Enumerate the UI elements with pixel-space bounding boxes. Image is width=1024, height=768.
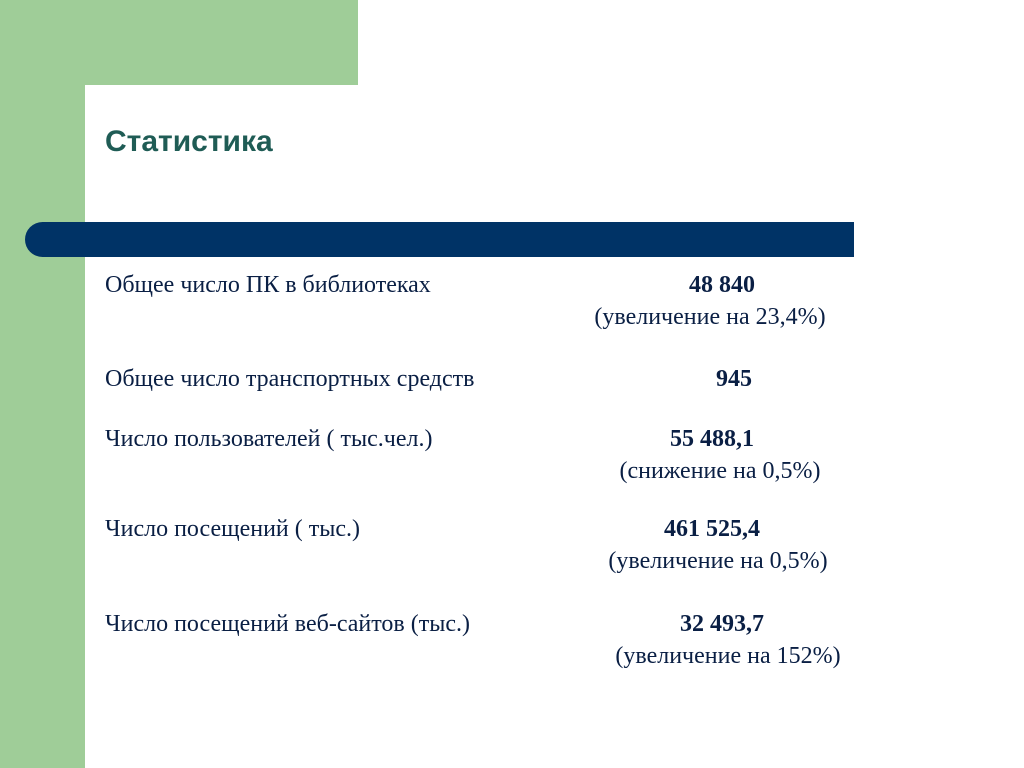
stat-change-web-visits: (увеличение на 152%) xyxy=(615,643,841,669)
stat-label-users: Число пользователей ( тыс.чел.) xyxy=(105,426,433,452)
stat-value-users: 55 488,1 xyxy=(670,426,754,452)
stat-label-visits: Число посещений ( тыс.) xyxy=(105,516,361,542)
stat-change-users: (снижение на 0,5%) xyxy=(619,458,821,484)
stat-value-vehicles: 945 xyxy=(716,366,752,392)
stat-label-web-visits: Число посещений веб-сайтов (тыс.) xyxy=(105,611,471,637)
stat-value-pc-count: 48 840 xyxy=(689,272,755,298)
stat-change-pc-count: (увеличение на 23,4%) xyxy=(594,304,826,330)
title-divider-bar xyxy=(25,222,854,257)
stat-label-vehicles: Общее число транспортных средств xyxy=(105,366,475,392)
stat-label-pc-count: Общее число ПК в библиотеках xyxy=(105,272,431,298)
stat-value-web-visits: 32 493,7 xyxy=(680,611,764,637)
slide-title: Статистика xyxy=(105,125,273,158)
stat-value-visits: 461 525,4 xyxy=(664,516,760,542)
stat-change-visits: (увеличение на 0,5%) xyxy=(608,548,828,574)
top-green-band xyxy=(0,0,358,85)
left-green-band xyxy=(0,0,85,768)
